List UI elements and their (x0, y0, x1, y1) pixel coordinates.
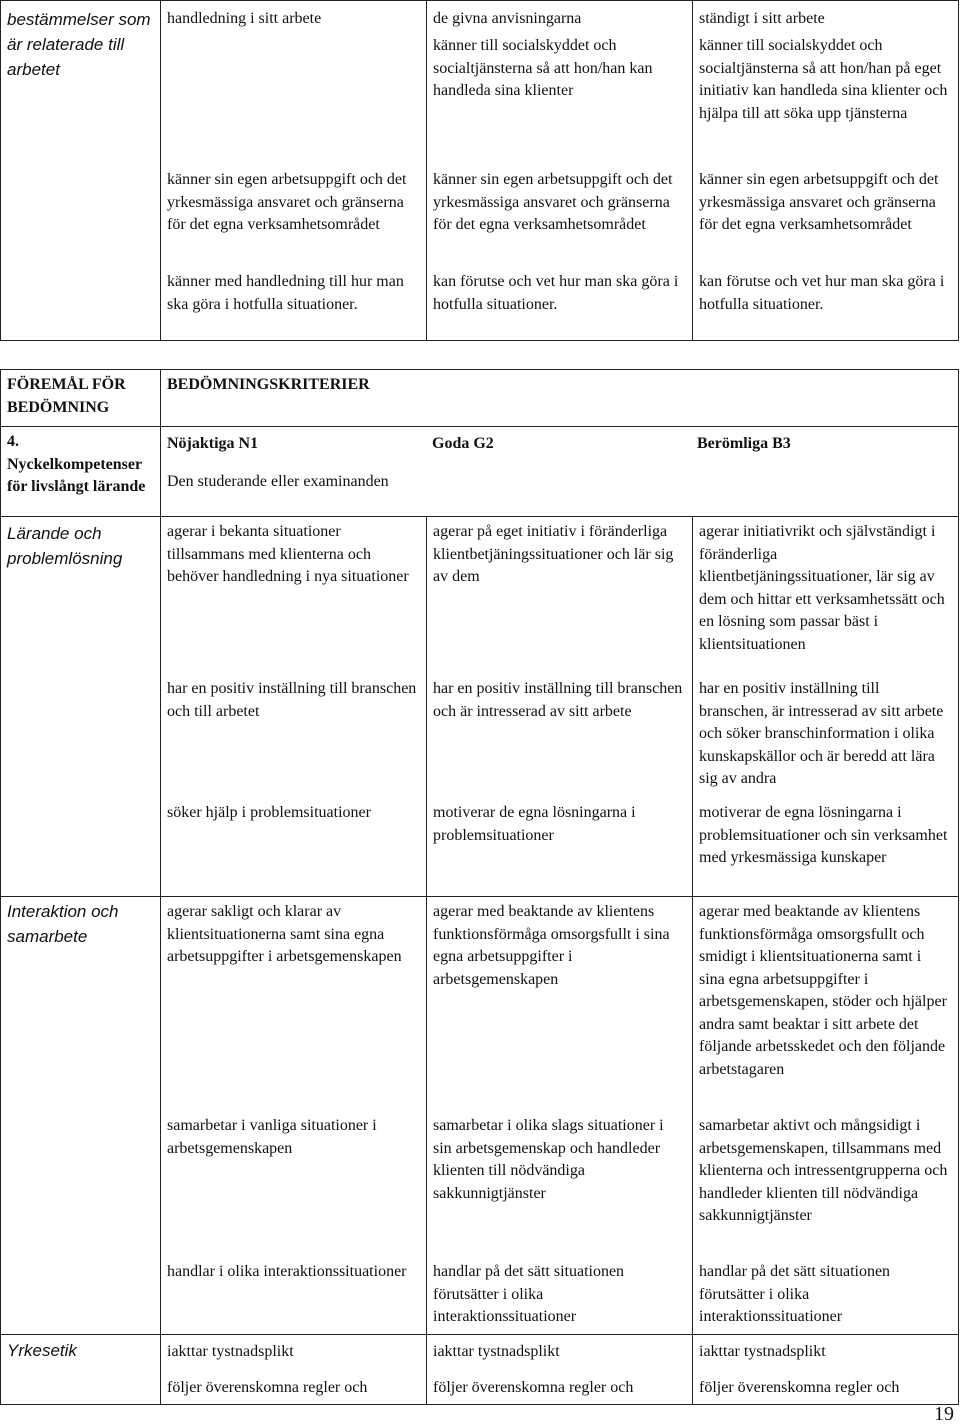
subject-line: Den studerande eller examinanden (167, 473, 389, 490)
criteria-cell-g2 (427, 897, 693, 1335)
criterion-text: har en positiv inställning till branschen och till arbetet (167, 680, 417, 720)
section-label-cell (1, 517, 161, 897)
level-g2: Goda G2 (432, 435, 494, 452)
header-text: handledning i sitt arbete (167, 10, 322, 27)
criterion-text: har en positiv inställning till branschen, är intresserad av sitt arbete och söker branschinformation i olika kunskapskällor och är beredd att lära sig av andra (699, 680, 944, 787)
page-number: 19 (934, 1402, 954, 1425)
head-left-cell (1, 370, 161, 427)
criterion-text: agerar på eget initiativ i föränderliga klientbetjäningssituationer och lär sig av dem (433, 523, 674, 585)
header-text: ständigt i sitt arbete (699, 10, 825, 27)
criterion-text: känner sin egen arbetsuppgift och det yrkesmässiga ansvaret och gränserna för det egna verksamhetsområdet (699, 171, 939, 233)
section-label-interaktion: Interaktion och samarbete (7, 902, 119, 946)
criterion-text: följer överenskomna regler och (699, 1379, 900, 1396)
level-n1: Nöjaktiga N1 (167, 435, 259, 452)
criteria-cell-n1 (161, 1, 427, 341)
criteria-cell-b3 (693, 1, 959, 341)
competence-cell (1, 427, 161, 517)
criteria-cell-n1 (161, 897, 427, 1335)
assessment-criteria-heading: BEDÖMNINGSKRITERIER (167, 376, 370, 393)
criteria-cell-b3 (693, 897, 959, 1335)
criterion-text: följer överenskomna regler och (433, 1379, 634, 1396)
assessment-subject-cell (1, 1, 161, 341)
criterion-text: iakttar tystnadsplikt (167, 1343, 294, 1360)
criteria-cell-b3 (693, 517, 959, 897)
criterion-text: känner till socialskyddet och socialtjänsterna så att hon/han kan handleda sina klienter (433, 37, 653, 99)
subject-label: bestämmelser som är relaterade till arbetet (7, 10, 151, 79)
criterion-text: kan förutse och vet hur man ska göra i hotfulla situationer. (699, 273, 945, 313)
criteria-cell-n1 (161, 517, 427, 897)
section-label-cell (1, 897, 161, 1335)
section-label-yrkesetik: Yrkesetik (7, 1341, 77, 1360)
criterion-text: motiverar de egna lösningarna i problemsituationer och sin verksamhet med yrkesmässiga kunskaper (699, 804, 948, 866)
criterion-text: agerar initiativrikt och självständigt i föränderliga klientbetjäningssituationer, lär sig av dem och hittar ett verksamhetssätt och en lösning som passar bäst i klientsituationen (699, 523, 945, 653)
criterion-text: samarbetar aktivt och mångsidigt i arbetsgemenskapen, tillsammans med klienterna och intressentgrupperna och handleder klienten till nödvändiga sakkunnigtjänster (699, 1117, 948, 1224)
criterion-text: kan förutse och vet hur man ska göra i hotfulla situationer. (433, 273, 679, 313)
criteria-cell-n1 (161, 1335, 427, 1405)
criterion-text: känner sin egen arbetsuppgift och det yrkesmässiga ansvaret och gränserna för det egna verksamhetsområdet (433, 171, 673, 233)
criterion-text (167, 35, 418, 169)
criterion-text: iakttar tystnadsplikt (433, 1343, 560, 1360)
criterion-text: agerar med beaktande av klientens funktionsförmåga omsorgsfullt och smidigt i klientsituationerna samt i sina egna arbetsuppgifter i arbetsgemenskapen, stöder och hjälper andra samt beaktar i sitt arbete det följande arbetsskedet och den följande arbetstagaren (699, 903, 947, 1078)
level-b3: Berömliga B3 (697, 435, 791, 452)
criteria-cell-b3 (693, 1335, 959, 1405)
section-label-cell (1, 1335, 161, 1405)
criterion-text: agerar sakligt och klarar av klientsituationerna samt sina egna arbetsuppgifter i arbetsgemenskapen (167, 903, 402, 965)
criterion-text: agerar med beaktande av klientens funktionsförmåga omsorgsfullt i sina egna arbetsuppgifter i arbetsgemenskapen (433, 903, 670, 988)
criteria-cell-g2 (427, 1335, 693, 1405)
competence-title: 4. Nyckelkompetenser för livslångt lärande (7, 433, 146, 495)
criteria-cell-g2 (427, 517, 693, 897)
levels-cell (161, 427, 959, 517)
criterion-text: söker hjälp i problemsituationer (167, 804, 371, 821)
header-text: de givna anvisningarna (433, 10, 582, 27)
criterion-text: följer överenskomna regler och (167, 1379, 368, 1396)
criterion-text: agerar i bekanta situationer tillsammans med klienterna och behöver handledning i nya situationer (167, 523, 409, 585)
assessment-object-heading: FÖREMÅL FÖR BEDÖMNING (7, 376, 126, 416)
criterion-text: känner till socialskyddet och socialtjänsterna så att hon/han på eget initiativ kan handleda sina klienter och hjälpa till att söka upp tjänsterna (699, 37, 948, 122)
criterion-text: motiverar de egna lösningarna i problemsituationer (433, 804, 636, 844)
criterion-text: iakttar tystnadsplikt (699, 1343, 826, 1360)
section-label-larande: Lärande och problemlösning (7, 524, 123, 568)
criterion-text: samarbetar i olika slags situationer i sin arbetsgemenskap och handleder klienten till nödvändiga sakkunnigtjänster (433, 1117, 664, 1202)
key-competence-table (0, 369, 959, 1405)
head-right-cell (161, 370, 959, 427)
criterion-text: handlar på det sätt situationen förutsätter i olika interaktionssituationer (699, 1263, 891, 1325)
criterion-text: handlar i olika interaktionssituationer (167, 1263, 407, 1280)
criteria-cell-g2 (427, 1, 693, 341)
criterion-text: känner sin egen arbetsuppgift och det yrkesmässiga ansvaret och gränserna för det egna verksamhetsområdet (167, 171, 407, 233)
criterion-text: handlar på det sätt situationen förutsätter i olika interaktionssituationer (433, 1263, 625, 1325)
criterion-text: samarbetar i vanliga situationer i arbetsgemenskapen (167, 1117, 377, 1157)
criterion-text: har en positiv inställning till branschen och är intresserad av sitt arbete (433, 680, 683, 720)
criteria-table-continued (0, 0, 959, 341)
criterion-text: känner med handledning till hur man ska göra i hotfulla situationer. (167, 273, 404, 313)
